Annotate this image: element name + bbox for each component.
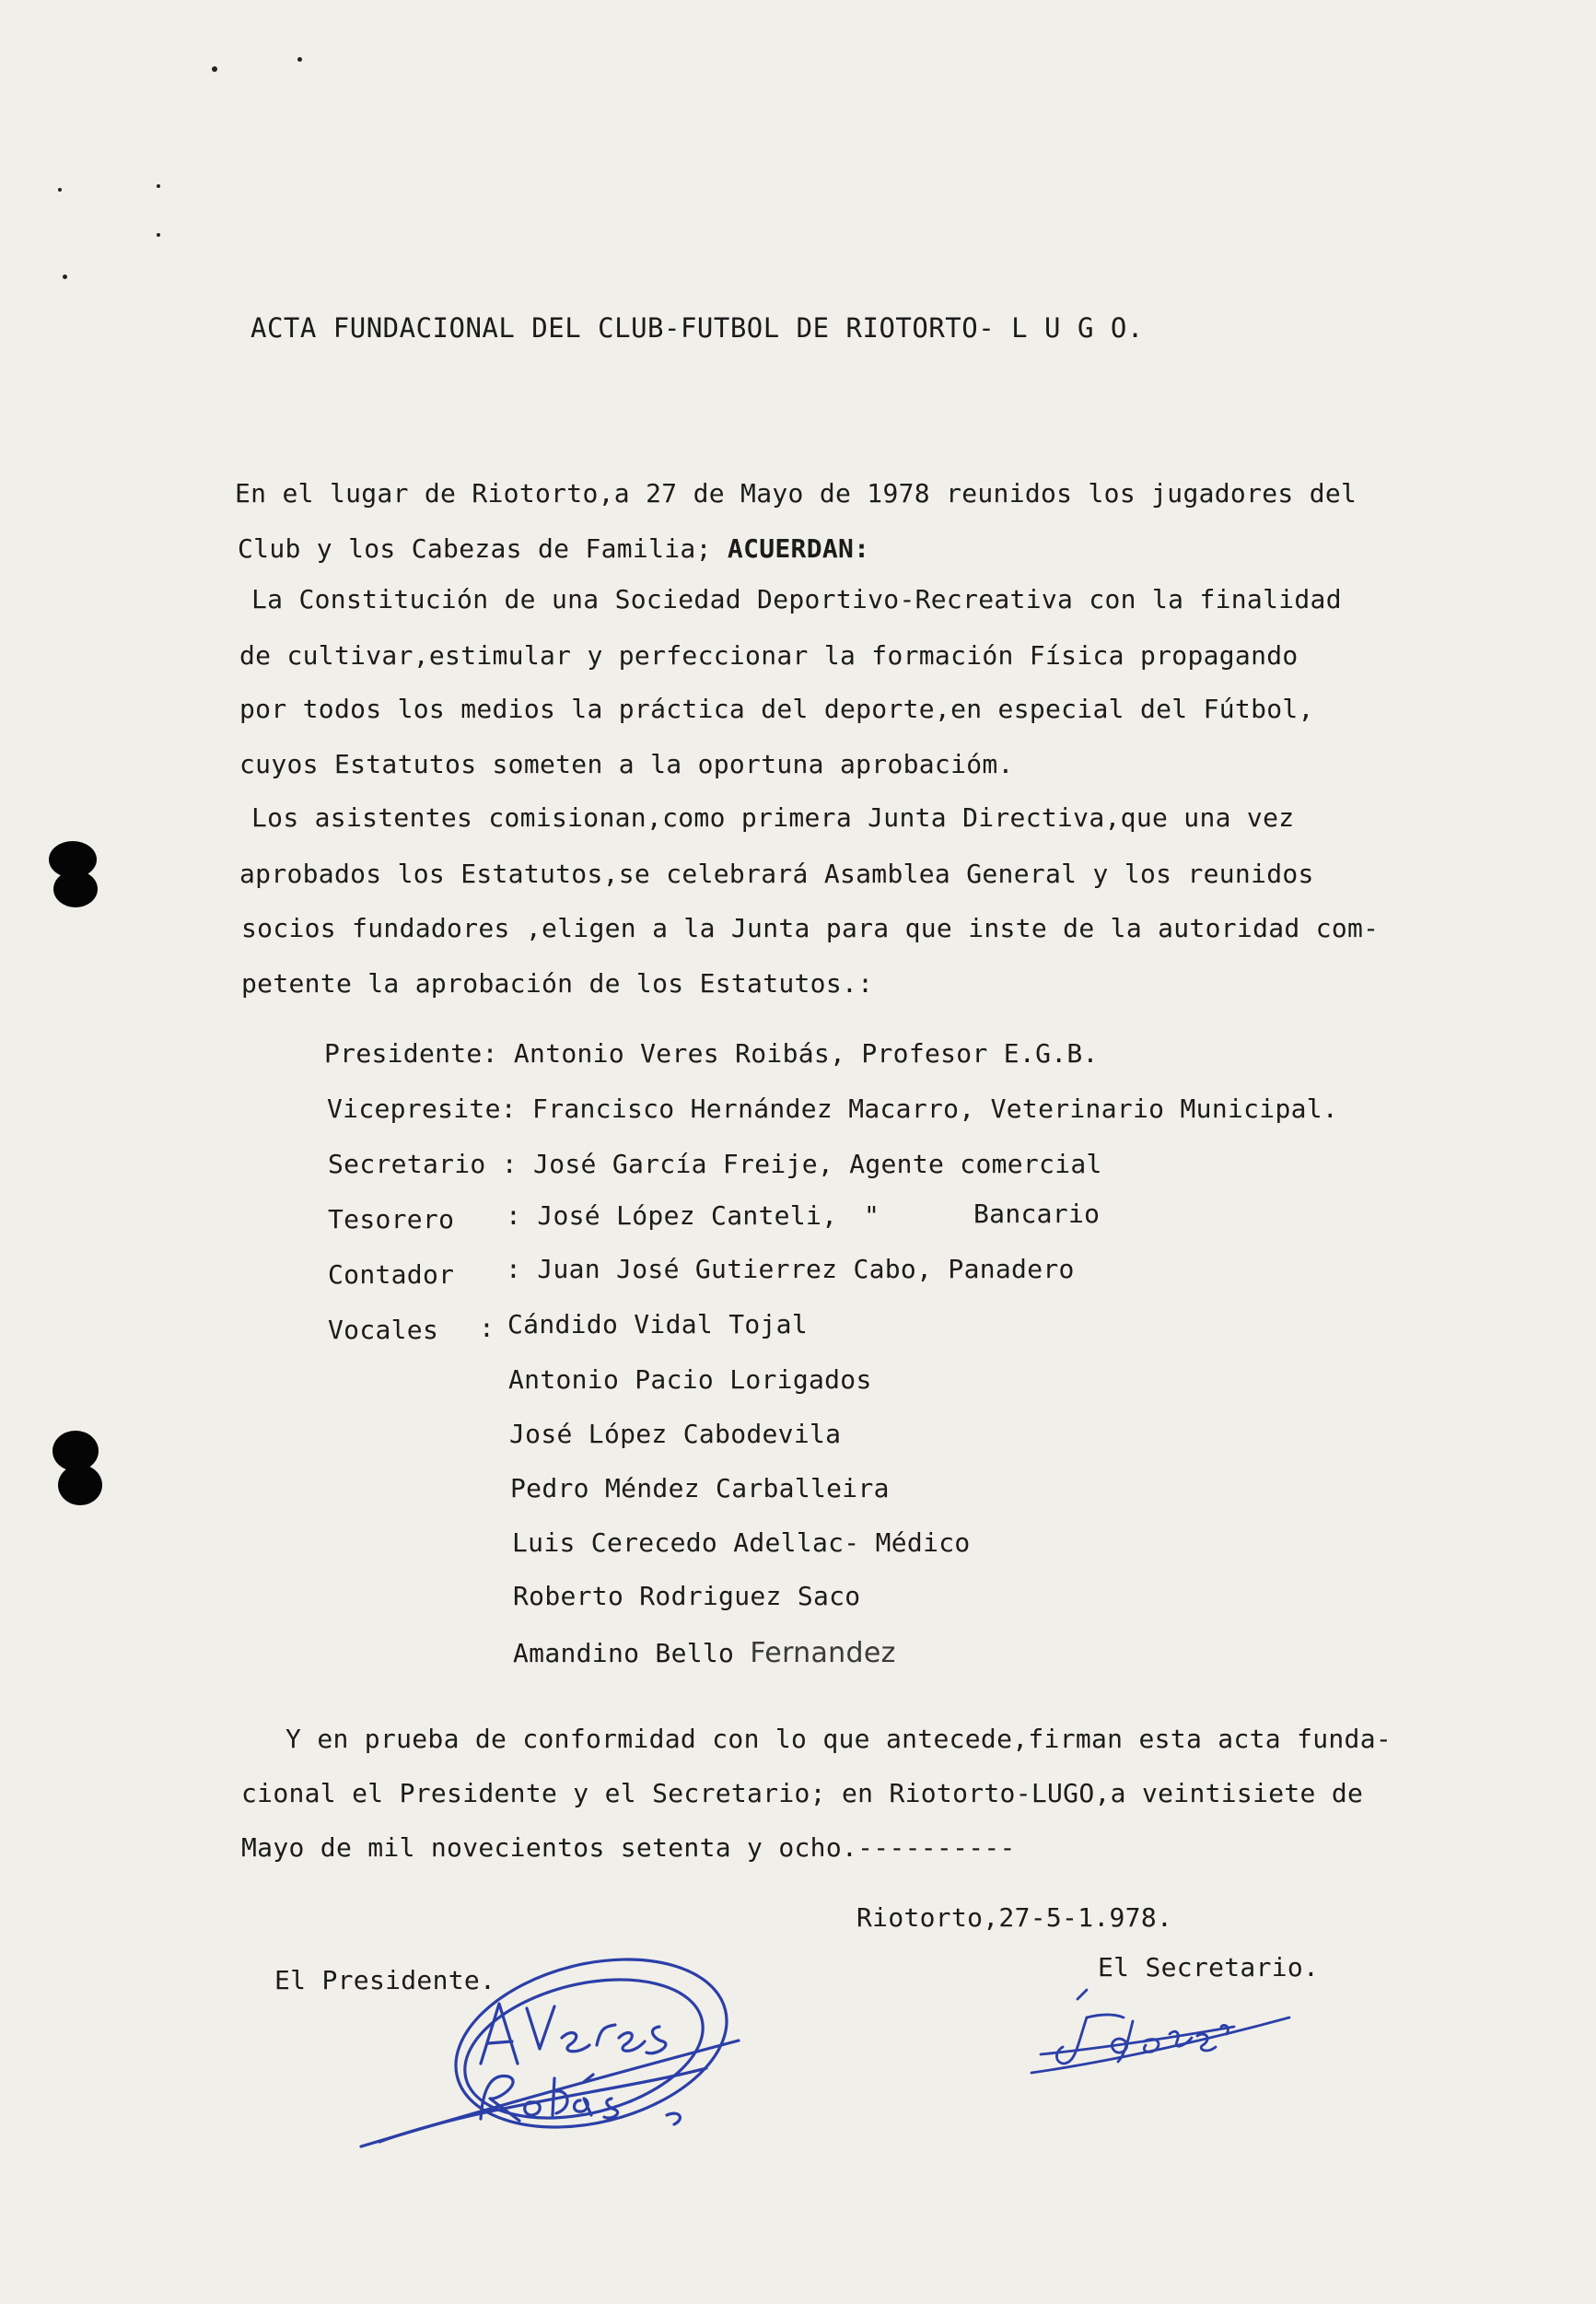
vocal-name: José López Cabodevila xyxy=(509,1419,842,1449)
signature-drawing xyxy=(343,1953,766,2174)
closing-line: Y en prueba de conformidad con lo que antecede,firman esta acta funda- xyxy=(285,1724,1392,1754)
board-contador-name: : Juan José Gutierrez Cabo, Panadero xyxy=(506,1254,1075,1284)
paragraph-line: por todos los medios la práctica del deporte,en especial del Fútbol, xyxy=(239,694,1314,724)
board-tesorero-job: Bancario xyxy=(973,1199,1101,1229)
board-contador-label: Contador xyxy=(328,1259,455,1290)
vocal-name: Luis Cerecedo Adellac- Médico xyxy=(512,1527,971,1558)
paragraph-line: socios fundadores ,eligen a la Junta para que inste de la autoridad com- xyxy=(241,913,1380,943)
board-vocales-label: Vocales xyxy=(328,1315,439,1345)
paragraph-line: de cultivar,estimular y perfeccionar la formación Física propagando xyxy=(239,640,1299,671)
closing-line: Mayo de mil novecientos setenta y ocho.---------- xyxy=(241,1832,1016,1863)
board-vicepresidente: Vicepresite: Francisco Hernández Macarro, Veterinario Municipal. xyxy=(327,1094,1339,1124)
paragraph-line: La Constitución de una Sociedad Deportivo-Recreativa con la finalidad xyxy=(251,584,1342,614)
ditto-mark: " xyxy=(864,1200,880,1231)
signature-drawing xyxy=(1022,1962,1299,2100)
board-tesorero-label: Tesorero xyxy=(328,1204,455,1234)
punch-hole xyxy=(58,1465,102,1505)
paragraph-line xyxy=(238,533,870,564)
acuerdan-keyword: ACUERDAN: xyxy=(727,533,870,564)
board-vocales-colon: : xyxy=(479,1313,495,1343)
board-presidente: Presidente: Antonio Veres Roibás, Profesor E.G.B. xyxy=(324,1038,1099,1069)
speck xyxy=(58,188,62,192)
speck xyxy=(63,275,67,279)
speck xyxy=(157,233,160,237)
vocal-name xyxy=(513,1637,896,1669)
document-title: ACTA FUNDACIONAL DEL CLUB-FUTBOL DE RIOTORTO- L U G O. xyxy=(250,312,1144,344)
paragraph-line-text: Club y los Cabezas de Familia; xyxy=(238,533,712,564)
paragraph-line: En el lugar de Riotorto,a 27 de Mayo de 1978 reunidos los jugadores del xyxy=(235,478,1357,509)
paragraph-line: petente la aprobación de los Estatutos.: xyxy=(241,968,874,999)
vocal-name: Cándido Vidal Tojal xyxy=(507,1309,808,1339)
board-secretario: Secretario : José García Freije, Agente comercial xyxy=(328,1149,1102,1179)
speck xyxy=(297,57,302,62)
vocal-name: Pedro Méndez Carballeira xyxy=(510,1473,890,1503)
place-date: Riotorto,27-5-1.978. xyxy=(856,1902,1173,1933)
president-label: El Presidente. xyxy=(274,1965,496,1995)
closing-line: cional el Presidente y el Secretario; en Riotorto-LUGO,a veintisiete de xyxy=(241,1778,1364,1808)
paragraph-line: Los asistentes comisionan,como primera Junta Directiva,que una vez xyxy=(251,802,1295,833)
paragraph-line: cuyos Estatutos someten a la oportuna aprobacióm. xyxy=(239,749,1014,779)
speck xyxy=(157,184,160,188)
secretary-label: El Secretario. xyxy=(1098,1952,1320,1982)
vocal-typed-name: Amandino Bello xyxy=(513,1638,735,1668)
vocal-added-surname: Fernandez xyxy=(750,1637,896,1669)
punch-hole xyxy=(53,871,98,907)
president-signature xyxy=(343,1953,766,2174)
vocal-name: Roberto Rodriguez Saco xyxy=(513,1581,861,1611)
secretary-signature xyxy=(1022,1962,1299,2100)
paragraph-line: aprobados los Estatutos,se celebrará Asamblea General y los reunidos xyxy=(239,859,1314,889)
board-tesorero-name: : José López Canteli, xyxy=(506,1200,838,1231)
speck xyxy=(212,66,217,72)
vocal-name: Antonio Pacio Lorigados xyxy=(508,1364,872,1395)
